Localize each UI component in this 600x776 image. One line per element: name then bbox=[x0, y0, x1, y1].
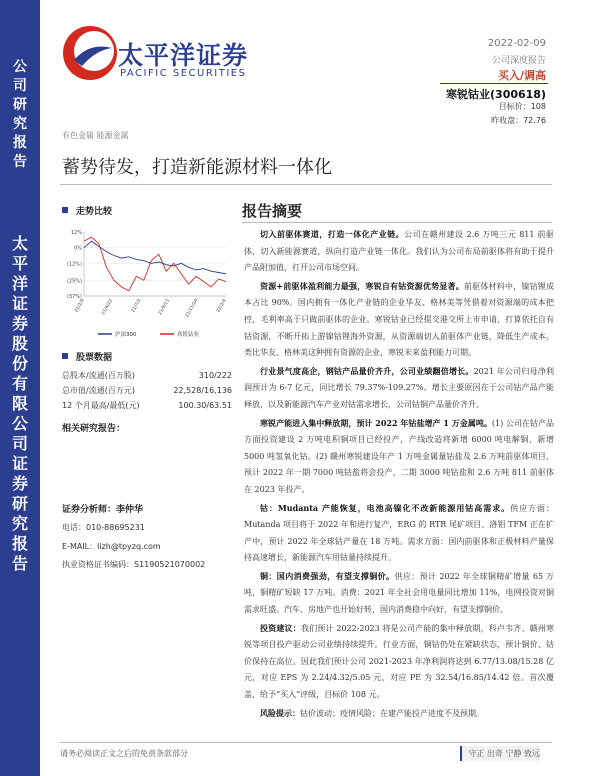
summary-paragraph-lead: 投资建议： bbox=[260, 622, 301, 633]
key-data-label: 总市值/流通(百万元) bbox=[62, 386, 135, 395]
sidebar-bottom-char: 报 bbox=[11, 534, 28, 553]
chart-x-tick-label: 21/11/24 bbox=[184, 298, 200, 319]
key-data-label: 12 个月最高/最低(元) bbox=[62, 401, 140, 410]
summary-paragraph-text: 供应方面：Mutanda 项目将于 2022 年和进行复产，ERG 的 RTR 尾矿项目、洛钼 TFM 正在扩产中，预计 2022 年全球钴产量在 18 万吨。需求方面：国内前驱体和正极材料产量保持高速增长，新能源汽车用钴量持续提升。 bbox=[244, 503, 554, 563]
chart-x-tick-label: 22/2/4 bbox=[216, 298, 228, 314]
analyst-email: E-MAIL：lizh@tpyzq.com bbox=[62, 542, 161, 551]
chart-y-tick-label: (37%) bbox=[66, 294, 82, 300]
related-research-heading: 相关研究报告： bbox=[62, 424, 126, 434]
sidebar-bottom-char: 司 bbox=[11, 434, 28, 453]
chart-x-tick-label: 21/7/3 bbox=[130, 298, 143, 314]
key-data-heading: 股票数据 bbox=[62, 350, 112, 363]
summary-paragraph-text: 公司在赣州建设 2.6 万吨三元 811 前驱体，切入新能源赛道，纵向打造产业链一体化。我们认为公司布局前驱体将有助于提升产品附加值，打开公司市场空间。 bbox=[244, 230, 554, 273]
summary-heading: 报告摘要 bbox=[242, 202, 303, 220]
brand-name-en: PACIFIC SECURITIES bbox=[120, 68, 247, 79]
summary-paragraph-text: (1) 公司在钴产品方面投资建设 2 万吨电积铜项目已经投产，产线改造将新增 6000 吨电解铜，新增 5000 吨氢氧化钴。(2) 赣州寒锐建设年产 1 万吨金属量钴盐及 2.6 万吨前驱体项目，预计 2022 年一期 7000 吨钴盐将会投产，二期 3000 吨钴盐和 2.6 万吨 811 前驱体在 2023 年投产。 bbox=[244, 418, 554, 494]
summary-paragraph-lead: 钴：Mudanta 产能恢复，电池高镍化不改新能源用钴高需求。 bbox=[260, 502, 511, 513]
sidebar-company-label bbox=[0, 234, 40, 574]
target-price: 目标价：108 bbox=[498, 102, 546, 111]
sidebar-bottom-char: 股 bbox=[11, 334, 28, 353]
sidebar-bottom-char: 证 bbox=[11, 454, 28, 473]
rating-badge: 买入/调高 bbox=[497, 69, 546, 82]
summary-paragraph-lead: 资源+前驱体盈利能力最强，寒锐自有钴资源优势显著。 bbox=[260, 280, 464, 291]
sidebar-top-char: 司 bbox=[13, 78, 27, 94]
summary-paragraph-text: 我们预计 2022-2023 将是公司产能的集中释放期，科卢韦齐、赣州寒锐等项目投产驱动公司业绩持续提升。行业方面，铜钴仍处在紧缺状态，预计铜价、钴价保持在高位。因此我们预计公司 2021-2023 年净利润将达到 6.77/13.08/15.28 亿元，对应 EPS 为 2.24/4.32/5.05 元，对应 PE 为 32.54/16.85/14.42 倍。首次覆盖，给予“买入”评级，目标价 108 元。 bbox=[244, 623, 554, 700]
sidebar-top-char: 告 bbox=[13, 154, 27, 170]
summary-paragraph-text: 2021 年公司归母净利润预计为 6-7 亿元，同比增长 79.37%-109.27%。增长主要原因在于公司钴产品产能释放，以及新能源汽车产业对钴需求增长，公司钴铜产品量价齐升。 bbox=[244, 366, 555, 409]
brand-name-cn: 太平洋证券 bbox=[118, 41, 249, 70]
sidebar-bottom-char: 告 bbox=[11, 554, 28, 573]
previous-close: 昨收盘：72.76 bbox=[491, 116, 546, 125]
sidebar-bottom-char: 究 bbox=[11, 514, 28, 533]
sidebar-bottom-char: 限 bbox=[11, 394, 28, 413]
trend-heading: 走势比较 bbox=[62, 204, 112, 217]
sidebar-band bbox=[0, 0, 40, 776]
key-data-value: 100.30/63.51 bbox=[178, 401, 232, 410]
chart-x-tick-label: 21/4/22 bbox=[101, 298, 115, 317]
report-type: 公司深度报告 bbox=[491, 56, 546, 66]
sidebar-bottom-char: 券 bbox=[11, 474, 28, 493]
bullet-square-icon bbox=[62, 207, 68, 213]
key-data-row bbox=[62, 368, 232, 383]
chart-y-tick-label: 12% bbox=[70, 230, 82, 236]
summary-paragraph bbox=[244, 363, 554, 414]
footer-divider bbox=[60, 742, 552, 743]
footer-motto: 守正 出奇 宁静 致远 bbox=[460, 746, 540, 761]
summary-paragraph-lead: 风险提示： bbox=[260, 707, 300, 718]
analyst-certificate: 执业资格证书编码：S1190521070002 bbox=[62, 560, 206, 569]
sidebar-bottom-char: 有 bbox=[11, 374, 28, 393]
page-title: 蓄势待发，打造新能源材料一体化 bbox=[62, 157, 332, 178]
key-data-row bbox=[62, 398, 232, 413]
summary-paragraph-lead: 行业景气度高企，钢钴产品量价齐升，公司业绩翻倍增长。 bbox=[260, 365, 474, 376]
summary-paragraph bbox=[244, 278, 554, 362]
summary-paragraph bbox=[244, 705, 554, 723]
sidebar-top-char: 究 bbox=[13, 116, 27, 132]
chart-y-tick-label: (12%) bbox=[66, 261, 82, 268]
summary-divider bbox=[242, 222, 552, 223]
chart-series-line bbox=[84, 237, 226, 291]
chart-legend-label: 寒锐钴业 bbox=[177, 332, 200, 338]
bullet-square-icon bbox=[62, 353, 68, 359]
chart-x-tick-label: 21/2/9 bbox=[74, 298, 86, 314]
summary-paragraph-lead: 寒锐产能进入集中释放期，预计 2022 年钴盐增产 1 万金属吨。 bbox=[260, 417, 492, 428]
analyst-phone: 电话：010-88695231 bbox=[62, 523, 145, 532]
title-divider bbox=[60, 184, 552, 185]
sidebar-bottom-char: 份 bbox=[11, 354, 28, 373]
sidebar-report-label bbox=[0, 58, 40, 172]
summary-paragraph-lead: 切入前驱体赛道，打造一体化产业链。 bbox=[260, 229, 405, 239]
summary-body bbox=[244, 226, 554, 723]
key-data-row bbox=[62, 383, 232, 398]
sidebar-bottom-char: 券 bbox=[11, 314, 28, 333]
sidebar-top-char: 公 bbox=[13, 59, 27, 75]
sidebar-top-char: 研 bbox=[13, 97, 27, 113]
summary-paragraph-text: 供应：预计 2022 年全球铜精矿增量 65 万吨，铜精矿短缺 17 万吨。消费：2021 年全社会用电量同比增加 11%，电网投资对铜需求旺盛。汽车、房地产也开始好转，国内消费稳中向好，有望支撑铜价。 bbox=[244, 571, 554, 615]
key-data-table bbox=[62, 368, 232, 413]
summary-paragraph bbox=[244, 226, 554, 277]
sidebar-bottom-char: 洋 bbox=[11, 274, 28, 293]
summary-paragraph bbox=[244, 415, 554, 499]
footer-disclaimer: 请务必阅读正文之后的免责条款部分 bbox=[60, 749, 188, 758]
company-name: 寒锐钴业(300618) bbox=[446, 88, 546, 101]
chart-y-tick-label: 0% bbox=[74, 245, 82, 252]
analyst-name: 证券分析师：李仲华 bbox=[62, 505, 144, 515]
trend-chart bbox=[60, 222, 230, 346]
sidebar-bottom-char: 公 bbox=[11, 414, 28, 433]
summary-paragraph-text: 前驱体材料中，镍钴锂成本占比 90%。国内拥有一体化产业链的企业华友、格林美等凭借着对资源端的成本把控，毛利率高于只做前驱体的企业。寒锐钴业已经提交港交所上市申请，打算依托自有钴资源，不断开拓上游镍钴锂海外资源，从资源端切入前驱体产业链，降低生产成本。类比华友、格林美这种拥有资源的企业，寒锐未来盈利能力可期。 bbox=[244, 281, 555, 358]
sector-tag: 有色金属 能源金属 bbox=[62, 131, 129, 140]
header-divider bbox=[440, 83, 548, 84]
sidebar-bottom-char: 平 bbox=[11, 254, 28, 273]
chart-legend-label: 沪深300 bbox=[115, 332, 137, 338]
key-data-value: 310/222 bbox=[198, 371, 232, 380]
sidebar-bottom-char: 研 bbox=[11, 494, 28, 513]
key-data-label: 总股本/流通(百万股) bbox=[62, 371, 135, 380]
chart-x-tick-label: 21/9/13 bbox=[157, 298, 171, 317]
key-data-value: 22,528/16,136 bbox=[173, 386, 232, 395]
summary-paragraph bbox=[244, 620, 554, 704]
sidebar-bottom-char: 证 bbox=[11, 294, 28, 313]
report-date: 2022-02-09 bbox=[487, 38, 546, 49]
sidebar-top-char: 报 bbox=[13, 135, 27, 151]
summary-paragraph bbox=[244, 568, 554, 619]
sidebar-bottom-char: 太 bbox=[11, 234, 28, 253]
summary-paragraph bbox=[244, 500, 554, 567]
chart-y-tick-label: (25%) bbox=[66, 278, 82, 285]
summary-paragraph-text: 钴价波动；疫情风险；在建产能投产进度不及预期。 bbox=[300, 708, 484, 718]
summary-paragraph-lead: 铜：国内消费强劲，有望支撑铜价。 bbox=[260, 570, 395, 581]
